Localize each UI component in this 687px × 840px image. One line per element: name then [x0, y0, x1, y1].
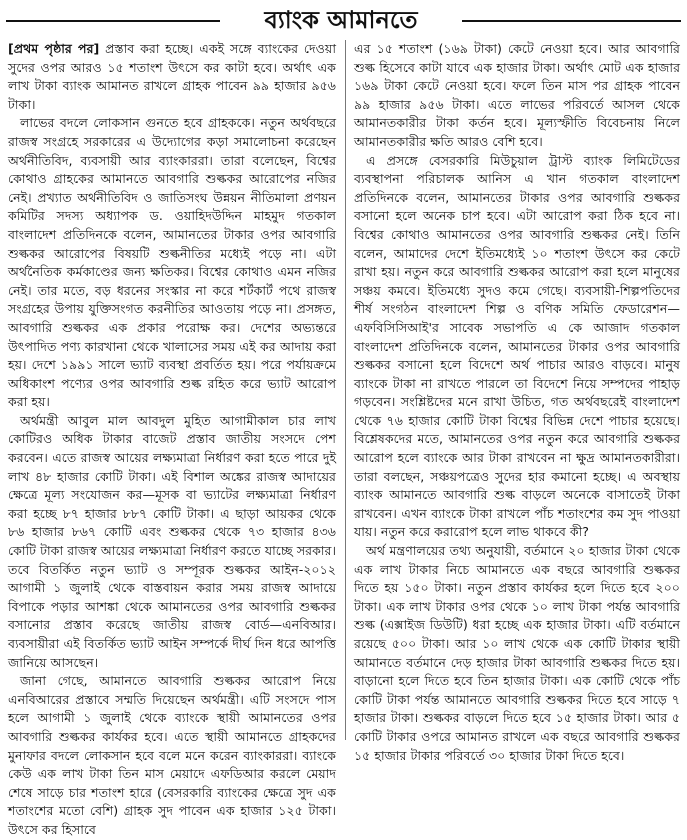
left-column	[8, 40, 337, 837]
article-header	[0, 0, 687, 40]
continued-label: [প্রথম পৃষ্ঠার পর]	[8, 41, 100, 56]
article-headline: ব্যাংক আমানতে	[264, 6, 418, 34]
paragraph: এ প্রসঙ্গে বেসরকারি মিউচুয়াল ট্রাস্ট ব্যাংক লিমিটেডের ব্যবস্থাপনা পরিচালক আনিস এ খান গতকাল বাংলাদেশ প্রতিদিনকে বলেন, আমানতের টাকার ওপর আবগারি শুল্ককর বসানো হলে অনেক চাপ হবে। এটা আরোপ করা ঠিক হবে না। বিশ্বের কোথাও আমানতের ওপর আবগারি শুল্ককর নেই। তিনি বলেন, আমাদের দেশে ইতিমধ্যেই ১০ শতাংশ উৎসে কর কেটে রাখা হয়। নতুন করে আবগারি শুল্ককর আরোপ করা হলে মানুষের সঞ্চয় কমবে। ইতিমধ্যে সুদও কমে গেছে। ব্যবসায়ী-শিল্পপতিদের শীর্ষ সংগঠন বাংলাদেশ শিল্প ও বণিক সমিতি ফেডারেশন—এফবিসিসিআই'র সাবেক সভাপতি এ কে আজাদ গতকাল বাংলাদেশ প্রতিদিনকে বলেন, আমানতের টাকার ওপর আবগারি শুল্ককর বসানো হলে বিদেশে অর্থ পাচার আরও বাড়বে। মানুষ ব্যাংকে টাকা না রাখতে পারলে তা বিদেশে নিয়ে সম্পদের পাহাড় গড়বেন। সংশ্লিষ্টদের মনে রাখা উচিত, গত অর্থবছরেই বাংলাদেশ থেকে ৭৬ হাজার কোটি টাকা বিশ্বের বিভিন্ন দেশে পাচার হয়েছে। বিশ্লেষকদের মতে, আমানতের ওপর নতুন করে আবগারি শুল্ককর আরোপ হলে ব্যাংকে আর টাকা রাখবেন না ক্ষুদ্র আমানতকারীরা। তারা বলছেন, সঞ্চয়পত্রেও সুদের হার কমানো হচ্ছে। এ অবস্থায় ব্যাংক আমানতে আবগারি শুল্ক বাড়লে অনেকে বাসাতেই টাকা রাখবেন। এখন ব্যাংকে টাকা রাখলে পাঁচ শতাংশের কম সুদ পাওয়া যায়। নতুন করে করারোপ হলে লাভ থাকবে কী?	[354, 152, 680, 540]
paragraph: জানা গেছে, আমানতে আবগারি শুল্ককর আরোপ নিয়ে এনবিআরের প্রস্তাবে সম্মতি দিয়েছেন অর্থমন্ত্রী। এটি সংসদে পাস হলে আগামী ১ জুলাই থেকে ব্যাংকে স্থায়ী আমানতের ওপর আবগারি শুল্ককর কার্যকর হবে। এতে স্থায়ী আমানতে গ্রাহকদের মুনাফার বদলে লোকসান হবে বলে মনে করেন ব্যাংকাররা। ব্যাংকে কেউ এক লাখ টাকা তিন মাস মেয়াদে এফডিআর করলে মেয়াদ শেষে সাড়ে চার শতাংশ হারে (বেসরকারি ব্যাংকের ক্ষেত্রে সুদ এক শতাংশের মতো বেশি) গ্রাহক সুদ পাবেন এক হাজার ১২৫ টাকা। উৎসে কর হিসাবে	[8, 673, 336, 837]
paragraph: লাভের বদলে লোকসান গুনতে হবে গ্রাহককে। নতুন অর্থবছরে রাজস্ব সংগ্রহে সরকারের এ উদ্যোগের কড়া সমালোচনা করেছেন অর্থনীতিবিদ, ব্যবসায়ী আর ব্যাংকাররা। তারা বলেছেন, বিশ্বের কোথাও গ্রাহকের আমানতে আবগারি শুল্ককর আরোপের নজির নেই। প্রখ্যাত অর্থনীতিবিদ ও জাতিসংঘ উন্নয়ন নীতিমালা প্রণয়ন কমিটির সদস্য অধ্যাপক ড. ওয়াহিদউদ্দিন মাহমুদ গতকাল বাংলাদেশ প্রতিদিনকে বলেন, আমানতের টাকার ওপর আবগারি শুল্ককর আরোপের বিষয়টি শুল্কনীতির মধ্যেই পড়ে না। এটা অর্থনৈতিক কর্মকাণ্ডের জন্য ক্ষতিকর। বিশ্বের কোথাও এমন নজির নেই। তার মতে, বড় ধরনের সংস্কার না করে শর্টকার্ট পথে রাজস্ব সংগ্রহের উপায় যুক্তিসংগত করনীতির আওতায় পড়ে না। প্রসঙ্গত, আবগারি শুল্ককর এক প্রকার পরোক্ষ কর। দেশের অভ্যন্তরে উৎপাদিত পণ্য কারখানা থেকে খালাসের সময় এই কর আদায় করা হয়। দেশে ১৯৯১ সালে ভ্যাট ব্যবস্থা প্রবর্তিত হয়। পরে পর্যায়ক্রমে অধিকাংশ পণ্যের ওপর আবগারি শুল্ক রহিত করে ভ্যাট আরোপ করা হয়।	[8, 115, 336, 410]
header-rule-left	[6, 20, 220, 22]
paragraph	[8, 40, 336, 114]
paragraph: এর ১৫ শতাংশ (১৬৯ টাকা) কেটে নেওয়া হবে। আর আবগারি শুল্ক হিসেবে কাটা যাবে এক হাজার টাকা। অর্থাৎ মোট এক হাজার ১৬৯ টাকা কেটে নেওয়া হবে। ফলে তিন মাস পর গ্রাহক পাবেন ৯৯ হাজার ৯৫৬ টাকা। এতে লাভের পরিবর্তে আসল থেকে আমানতকারীর টাকা কর্তন হবে। মূল্যস্ফীতি বিবেচনায় নিলে আমানতকারীর ক্ষতি আরও বেশি হবে।	[354, 41, 680, 149]
paragraph-text: প্রস্তাব করা হচ্ছে। একই সঙ্গে ব্যাংকের দেওয়া সুদের ওপর আরও ১৫ শতাংশ উৎসে কর কাটা হবে। অর্থাৎ এক লাখ টাকা ব্যাংক আমানত রাখলে গ্রাহক পাবেন ৯৯ হাজার ৯৫৬ টাকা।	[8, 41, 337, 112]
right-column	[354, 40, 680, 763]
header-rule-right	[462, 20, 681, 22]
column-divider	[345, 40, 346, 740]
paragraph: অর্থমন্ত্রী আবুল মাল আবদুল মুহিত আগামীকাল চার লাখ কোটিরও অধিক টাকার বাজেট প্রস্তাব জাতীয় সংসদে পেশ করবেন। এতে রাজস্ব আয়ের লক্ষ্যমাত্রা নির্ধারণ করা হতে পারে দুই লাখ ৪৮ হাজার কোটি টাকা। এই বিশাল অঙ্কের রাজস্ব আদায়ের ক্ষেত্রে মূল্য সংযোজন কর—মূসক বা ভ্যাটের লক্ষ্যমাত্রা নির্ধারণ করা হচ্ছে ৮৭ হাজার ৮৮৭ কোটি টাকা। এ ছাড়া আয়কর থেকে ৮৬ হাজার ৮৬৭ কোটি এবং শুল্ককর থেকে ৭৩ হাজার ৪৩৬ কোটি টাকা রাজস্ব আয়ের লক্ষ্যমাত্রা নির্ধারণ করতে যাচ্ছে সরকার। তবে বিতর্কিত নতুন ভ্যাট ও সম্পূরক শুল্ককর আইন-২০১২ আগামী ১ জুলাই থেকে বাস্তবায়ন করার সময় রাজস্ব আদায়ে বিপাকে পড়ার আশঙ্কা থেকে আমানতের ওপর আবগারি শুল্ককর বসানোর প্রস্তাব করেছে জাতীয় রাজস্ব বোর্ড—এনবিআর। ব্যবসায়ীরা এই বিতর্কিত ভ্যাট আইন সম্পর্কে দীর্ঘ দিন ধরে আপত্তি জানিয়ে আসছেন।	[8, 412, 336, 670]
paragraph: অর্থ মন্ত্রণালয়ের তথ্য অনুযায়ী, বর্তমানে ২০ হাজার টাকা থেকে এক লাখ টাকার নিচে আমানতে এক বছরে আবগারি শুল্ককর দিতে হয় ১৫০ টাকা। নতুন প্রস্তাব কার্যকর হলে দিতে হবে ২০০ টাকা। এক লাখ টাকার ওপর থেকে ১০ লাখ টাকা পর্যন্ত আবগারি শুল্ক (এক্সাইজ ডিউটি) ধরা হচ্ছে এক হাজার টাকা। এটি বর্তমানে রয়েছে ৫০০ টাকা। আর ১০ লাখ থেকে এক কোটি টাকার স্থায়ী আমানতে বর্তমানে দেড় হাজার টাকা আবগারি শুল্ককর দিতে হয়। বাড়ানো হলে দিতে হবে তিন হাজার টাকা। এক কোটি থেকে পাঁচ কোটি টাকা পর্যন্ত আমানতে আবগারি শুল্ককর দিতে হবে সাড়ে ৭ হাজার টাকা। শুল্ককর বাড়লে দিতে হবে ১৫ হাজার টাকা। আর ৫ কোটি টাকার ওপরে আমানত রাখলে এক বছরে আবগারি শুল্ককর ১৫ হাজার টাকার পরিবর্তে ৩০ হাজার টাকা দিতে হবে।	[354, 543, 680, 763]
